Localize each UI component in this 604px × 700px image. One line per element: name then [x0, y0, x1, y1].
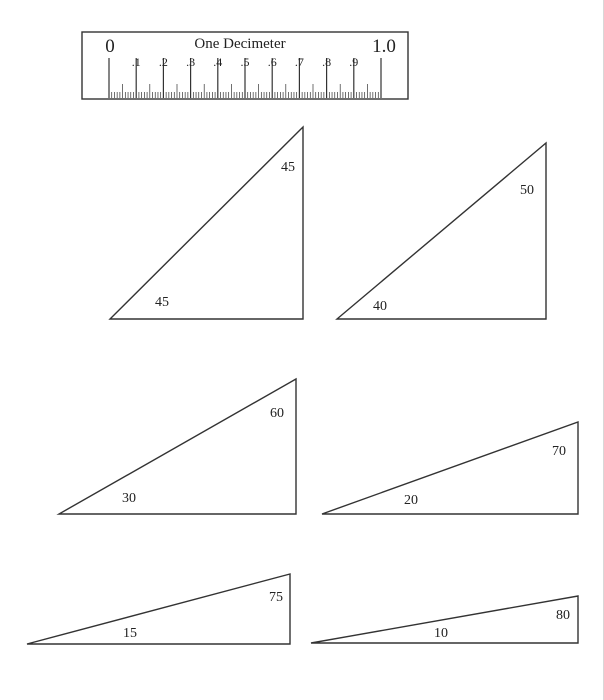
top-angle-label: 45: [281, 160, 295, 175]
decimeter-ruler: [82, 32, 408, 99]
top-angle-label: 70: [552, 444, 566, 459]
ruler-tick-label: .8: [322, 55, 332, 69]
triangle-40-50: [337, 143, 546, 319]
ruler-tick-label: .4: [213, 55, 223, 69]
ruler-title: One Decimeter: [194, 36, 286, 52]
top-angle-label: 50: [520, 183, 534, 198]
ruler-end-label: 1.0: [372, 36, 396, 57]
ruler-tick-label: .6: [267, 55, 277, 69]
triangle-10-80: [311, 596, 578, 643]
base-angle-label: 20: [404, 493, 418, 508]
triangle-30-60: [59, 379, 296, 514]
ruler-tick-label: .7: [294, 55, 304, 69]
triangle-20-70: [322, 422, 578, 514]
ruler-tick-label: .9: [349, 55, 359, 69]
triangle-shape: [27, 574, 290, 644]
top-angle-label: 60: [270, 406, 284, 421]
ruler-tick-label: .3: [186, 55, 196, 69]
ruler-tick-label: .5: [240, 55, 250, 69]
base-angle-label: 45: [155, 295, 169, 310]
ruler-start-label: 0: [105, 36, 115, 57]
triangle-15-75: [27, 574, 290, 644]
base-angle-label: 30: [122, 491, 136, 506]
top-angle-label: 80: [556, 608, 570, 623]
base-angle-label: 40: [373, 299, 387, 314]
triangle-shape: [59, 379, 296, 514]
triangle-shape: [337, 143, 546, 319]
ruler-tick-label: .1: [131, 55, 141, 69]
ruler-tick-label: .2: [158, 55, 168, 69]
base-angle-label: 10: [434, 626, 448, 641]
base-angle-label: 15: [123, 626, 137, 641]
top-angle-label: 75: [269, 590, 283, 605]
triangle-45-45: [110, 127, 303, 319]
ruler-tick-labels: [132, 55, 359, 69]
triangle-shape: [110, 127, 303, 319]
triangle-shape: [322, 422, 578, 514]
